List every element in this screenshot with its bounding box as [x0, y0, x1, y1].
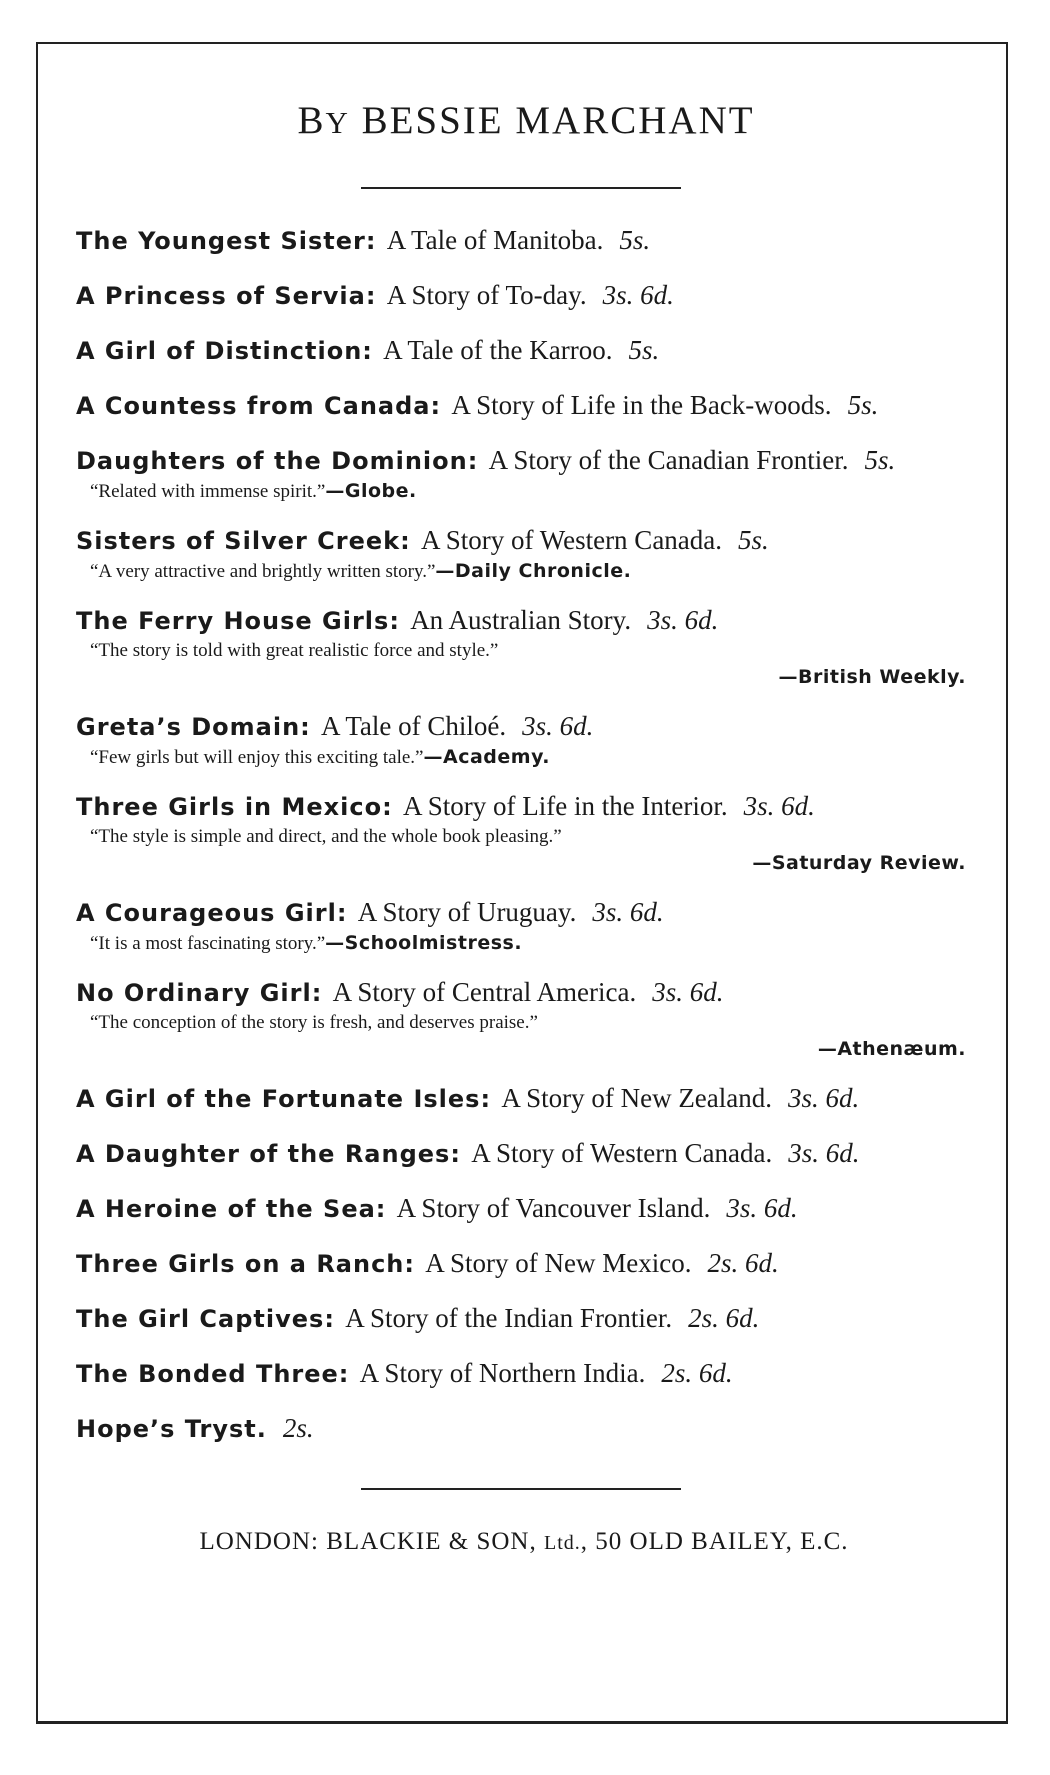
book-title: A Girl of Distinction	[76, 336, 363, 365]
book-list	[76, 221, 966, 1448]
review-text: “The style is simple and direct, and the whole book pleasing.”	[90, 825, 562, 847]
book-title: The Bonded Three	[76, 1359, 339, 1388]
book-title: A Princess of Servia	[76, 281, 366, 310]
book-line	[76, 1244, 966, 1283]
book-title: The Youngest Sister	[76, 226, 366, 255]
review-source: —Globe.	[325, 479, 417, 502]
book-title: The Girl Captives	[76, 1304, 325, 1333]
book-title: Three Girls on a Ranch	[76, 1249, 405, 1278]
book-subtitle: A Story of Western Canada.	[471, 1137, 773, 1168]
book-title: Three Girls in Mexico	[76, 792, 383, 821]
book-entry	[76, 1354, 966, 1393]
review-text: “The story is told with great realistic force and style.”	[90, 639, 499, 661]
book-price: 3s. 6d.	[647, 604, 719, 635]
book-entry	[76, 1409, 966, 1448]
book-subtitle: A Story of the Indian Frontier.	[345, 1302, 673, 1333]
book-entry	[76, 221, 966, 260]
book-price: 3s. 6d.	[788, 1137, 860, 1168]
book-entry	[76, 441, 966, 505]
book-line	[76, 1134, 966, 1173]
title-separator: :	[365, 226, 376, 255]
book-entry	[76, 601, 966, 691]
title-by-rest: Y	[325, 105, 350, 140]
title-separator: :	[311, 978, 322, 1007]
book-price: 2s.	[282, 1412, 314, 1443]
title-separator: :	[467, 446, 478, 475]
imprint-ltd: Ltd.	[543, 1531, 581, 1554]
review-source: —Academy.	[423, 745, 550, 768]
book-line	[76, 893, 966, 932]
title-separator: :	[389, 606, 399, 635]
book-subtitle: A Story of Life in the Back-woods.	[451, 389, 832, 420]
title-separator: :	[375, 1194, 386, 1223]
book-subtitle: A Story of Northern India.	[359, 1357, 646, 1388]
review-source-line	[90, 850, 966, 877]
book-line	[76, 1079, 966, 1118]
book-subtitle: A Tale of Chiloé.	[321, 710, 507, 741]
review-text: “The conception of the story is fresh, and deserves praise.”	[90, 1011, 538, 1033]
book-entry	[76, 707, 966, 771]
book-entry	[76, 893, 966, 957]
book-title: Greta’s Domain	[76, 712, 301, 741]
book-title: Sisters of Silver Creek	[76, 526, 401, 555]
review-text: “Related with immense spirit.”	[90, 480, 326, 502]
author-name: BESSIE MARCHANT	[361, 99, 755, 142]
book-subtitle: A Story of Central America.	[332, 976, 637, 1007]
book-title: No Ordinary Girl	[76, 978, 312, 1007]
title-separator: :	[400, 526, 410, 555]
review-source: —Schoolmistress.	[325, 931, 523, 954]
book-line	[76, 276, 966, 315]
book-subtitle: A Story of Uruguay.	[357, 896, 577, 927]
review-text: “Few girls but will enjoy this exciting tale.”	[90, 746, 424, 768]
book-price: 2s. 6d.	[707, 1247, 779, 1278]
book-line	[76, 601, 966, 640]
review-source: —Daily Chronicle.	[435, 559, 632, 582]
book-line	[76, 1354, 966, 1393]
book-price: 5s.	[619, 224, 651, 255]
review-quote	[76, 478, 966, 505]
book-line	[76, 1189, 966, 1228]
book-price: 5s.	[738, 524, 769, 555]
book-subtitle: A Tale of the Karroo.	[383, 334, 613, 365]
book-line	[76, 707, 966, 746]
book-subtitle: A Story of Western Canada.	[421, 524, 723, 555]
book-entry	[76, 973, 966, 1063]
book-entry	[76, 1244, 966, 1283]
title-separator: :	[324, 1304, 334, 1333]
review-source: —Athenæum.	[817, 1037, 966, 1060]
book-entry	[76, 521, 966, 585]
book-subtitle: An Australian Story.	[410, 604, 632, 635]
review-quote	[76, 1010, 966, 1063]
review-text: “It is a most fascinating story.”	[90, 932, 326, 954]
top-divider	[361, 187, 681, 189]
book-price: 2s. 6d.	[688, 1302, 760, 1333]
title-separator: :	[336, 898, 347, 927]
book-entry	[76, 276, 966, 315]
title-separator: :	[404, 1249, 414, 1278]
title-separator: :	[300, 712, 310, 741]
book-subtitle: A Story of New Zealand.	[501, 1082, 773, 1113]
book-price: 5s.	[847, 389, 879, 420]
book-line	[76, 973, 966, 1012]
title-separator: :	[480, 1084, 491, 1113]
review-quote	[76, 744, 966, 771]
title-separator: :	[430, 391, 441, 420]
book-line	[76, 221, 966, 260]
book-title: A Courageous Girl	[76, 898, 337, 927]
book-line	[76, 1409, 966, 1448]
title-by-initial: B	[297, 99, 326, 142]
publisher-imprint	[76, 1528, 966, 1556]
book-entry	[76, 1079, 966, 1118]
review-text: “A very attractive and brightly written story.”	[90, 560, 436, 582]
advertisement-page	[76, 98, 966, 1556]
review-quote	[76, 824, 966, 877]
book-price: 3s. 6d.	[602, 279, 674, 310]
review-source: —British Weekly.	[778, 665, 966, 688]
review-quote	[76, 558, 966, 585]
title-separator: :	[450, 1139, 460, 1168]
book-price: 5s.	[864, 444, 896, 475]
book-title: A Daughter of the Ranges	[76, 1139, 451, 1168]
book-price: 3s. 6d.	[522, 710, 594, 741]
book-subtitle: A Tale of Manitoba.	[386, 224, 604, 255]
book-line	[76, 386, 966, 425]
book-entry	[76, 386, 966, 425]
book-price: 3s. 6d.	[743, 790, 815, 821]
book-title: A Countess from Canada	[76, 391, 431, 420]
book-price: 3s. 6d.	[788, 1082, 860, 1113]
book-price: 3s. 6d.	[652, 976, 724, 1007]
book-title: A Girl of the Fortunate Isles	[76, 1084, 481, 1113]
review-source-line	[90, 664, 966, 691]
book-subtitle: A Story of Vancouver Island.	[396, 1192, 711, 1223]
book-subtitle: A Story of New Mexico.	[425, 1247, 692, 1278]
book-entry	[76, 1299, 966, 1338]
review-quote	[76, 930, 966, 957]
book-subtitle: A Story of Life in the Interior.	[402, 790, 728, 821]
book-subtitle: A Story of the Canadian Frontier.	[488, 444, 849, 475]
book-title: The Ferry House Girls	[76, 606, 390, 635]
book-line	[76, 331, 966, 370]
review-quote	[76, 638, 966, 691]
title-separator: :	[338, 1359, 349, 1388]
page-title	[76, 98, 966, 145]
title-separator: :	[362, 336, 372, 365]
imprint-address: , 50 OLD BAILEY, E.C.	[580, 1527, 849, 1555]
book-line	[76, 787, 966, 826]
bottom-divider	[361, 1488, 681, 1490]
book-subtitle: A Story of To-day.	[386, 279, 587, 310]
book-price: 5s.	[628, 334, 660, 365]
book-title: Daughters of the Dominion	[76, 446, 468, 475]
book-price: 2s. 6d.	[661, 1357, 733, 1388]
review-source-line	[90, 1036, 966, 1063]
title-separator: :	[365, 281, 376, 310]
book-price: 3s. 6d.	[726, 1192, 798, 1223]
book-line	[76, 1299, 966, 1338]
title-separator: :	[382, 792, 392, 821]
imprint-publisher: LONDON: BLACKIE & SON,	[199, 1527, 544, 1555]
book-title: Hope’s Tryst.	[76, 1414, 267, 1443]
book-title: A Heroine of the Sea	[76, 1194, 376, 1223]
book-entry	[76, 1134, 966, 1173]
book-price: 3s. 6d.	[592, 896, 664, 927]
review-source: —Saturday Review.	[752, 851, 966, 874]
book-entry	[76, 331, 966, 370]
book-entry	[76, 787, 966, 877]
book-entry	[76, 1189, 966, 1228]
book-line	[76, 521, 966, 560]
book-line	[76, 441, 966, 480]
